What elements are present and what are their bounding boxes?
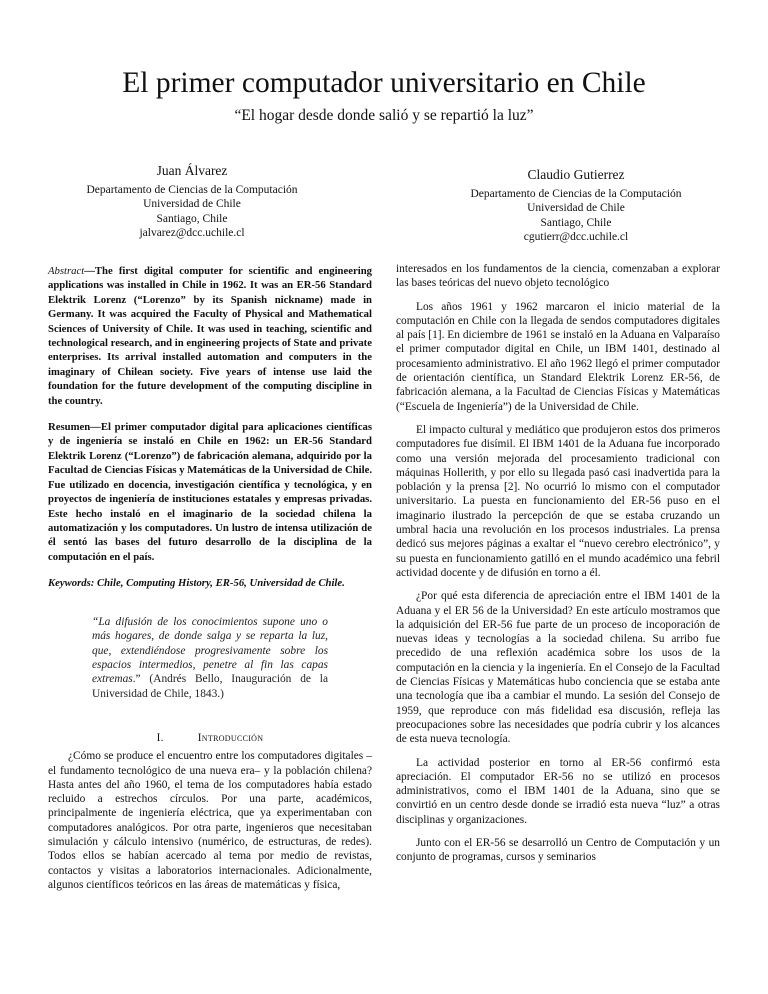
- author-department: Departamento de Ciencias de la Computación: [470, 188, 682, 200]
- body-paragraph: ¿Cómo se produce el encuentro entre los computadores digitales –el fundamento tecnológico de una nueva era– y la población chilena? Hasta antes del año 1960, el tema de los computadores había estado recluido a estrechos círculos. Por una parte, académicos, principalmente de ingeniería eléctrica, que ya experimentaban con computadores analógicos. Por otra parte, ingenieros que necesitaban simulación y cálculo intensivo (numérico, de estructuras, de redes). Todos ellos se habían acercado al tema por medio de revistas, contactos y visitas a laboratorios internacionales. Adicionalmente, algunos científicos teóricos en las áreas de matemáticas y física,: [48, 750, 372, 891]
- author-department: Departamento de Ciencias de la Computación: [86, 184, 298, 196]
- right-column: [396, 262, 720, 874]
- keywords: Keywords: Chile, Computing History, ER-56, Universidad de Chile.: [48, 577, 345, 590]
- left-column: [48, 264, 372, 901]
- section-heading: [48, 731, 372, 745]
- author-location: Santiago, Chile: [156, 212, 228, 225]
- abstract-dash: —: [84, 265, 95, 277]
- body-paragraph: interesados en los fundamentos de la ciencia, comenzaban a explorar las bases teóricas del nuevo objeto tecnológico: [396, 263, 720, 290]
- author-name: Claudio Gutierrez: [527, 167, 625, 182]
- author-block-1: [0, 162, 384, 240]
- body-paragraph: ¿Por qué esta diferencia de apreciación entre el IBM 1401 de la Aduana y el ER 56 de la Universidad? En este artículo mostramos que la adquisición del ER-56 fue parte de un proceso de incoporación de nuevas ideas y tecnologías a la sociedad chilena. Su arribo fue precedido de una reflexión académica sobre los usos de la computación en la ciencia y la ingeniería. En el Consejo de la Facultad de Ciencias Físicas y Matemáticas hubo conciencia que se estaba ante una tecnología que iba a cambiar el mundo. La sesión del Consejo de 1959, que reproduce con más fidelidad esa discusión, refleja las preocupaciones sobre las necesidades que podría cubrir y los alcances de esta nueva tecnología.: [396, 590, 720, 746]
- author-name: Juan Álvarez: [156, 163, 228, 178]
- section-title: Introducción: [197, 731, 264, 744]
- body-paragraph: La actividad posterior en torno al ER-56 confirmó esta apreciación. El computador ER-56 no se utilizó en procesos administrativos, como el IBM 1401 de la Aduana, sino que se convirtió en un centro desde donde se irradió esta nueva “luz” a otras disciplinas y organizaciones.: [396, 756, 720, 826]
- abstract-text: The first digital computer for scientific and engineering applications was installed in Chile in 1962. It was an ER-56 Standard Elektrik Lorenz (“Lorenzo” by its Spanish nickname) made in Germany. It was acquired the Faculty of Physical and Mathematical Sciences of University of Chile. It was used in teaching, scientific and technological research, and in engineering projects of State and private enterprises. Its arrival installed automation and computers in the imaginary of Chilean society. Five years of intense use laid the foundation for the future development of the computing discipline in the country.: [48, 265, 372, 407]
- body-paragraph: Junto con el ER-56 se desarrolló un Centro de Computación y un conjunto de programas, cursos y seminarios: [396, 836, 720, 864]
- author-email: cgutierr@dcc.uchile.cl: [523, 230, 629, 243]
- author-university: Universidad de Chile: [143, 198, 241, 211]
- author-location: Santiago, Chile: [540, 216, 612, 229]
- body-paragraph: Los años 1961 y 1962 marcaron el inicio material de la computación en Chile con la llegada de sendos computadores digitales al país [1]. En diciembre de 1961 se instaló en la Aduana en Valparaíso el primer computador digital en Chile, un IBM 1401, destinado al procesamiento administrativo. El año 1962 llegó el primer computador de orientación científica, un Standard Elektrik Lorenz ER-56, de fabricación alemana, a la Facultad de Ciencias Físicas y Matemáticas (“Escuela de Ingeniería”) de la Universidad de Chile.: [396, 300, 720, 413]
- epigraph: [92, 615, 328, 701]
- abstract-label: Abstract: [48, 265, 85, 277]
- body-paragraph: El impacto cultural y mediático que produjeron estos dos primeros computadores fue disímil. El IBM 1401 de la Aduana fue incorporado como una versión mejorada del procesamiento tradicional con máquinas Hollerith, y por ello su llegada pasó casi inadvertida para la población y la prensa [2]. No ocurrió lo mismo con el computador universitario. La puesta en funcionamiento del ER-56 puso en el imaginario ilustrado la percepción de que se estaba cruzando un umbral hacia una revolución en los procesos industriales. La prensa dedicó sus mejores páginas a exaltar el “nuevo cerebro electrónico”, y su puesta en funcionamiento gatilló en el mundo académico una febril actividad docente y de difusión en torno a él.: [396, 423, 720, 579]
- epigraph-quote: “La difusión de los conocimientos supone uno o más hogares, de donde salga y se reparta la luz, que, extendiéndose progresivamente sobre los espacios intermedios, penetre al fin las capas extremas: [92, 616, 328, 686]
- abstract-es: Resumen—El primer computador digital para aplicaciones científicas y de ingeniería se instaló en Chile en 1962: un ER-56 Standard Elektrik Lorenz (“Lorenzo”) de fabricación alemana, adquirido por la Facultad de Ciencias Físicas y Matemáticas de la Universidad de Chile. Fue utilizado en docencia, investigación científica y tecnológica, y en proyectos de ingeniería de instituciones estatales y empresas privadas. Este hecho instaló en el imaginario de la sociedad chilena la automatización y los computadores. Un lustro de intensa utilización de él sentó las bases del futuro desarrollo de la disciplina de la computación en el país.: [48, 421, 372, 563]
- author-email: jalvarez@dcc.uchile.cl: [139, 226, 245, 239]
- author-block-2: [384, 166, 768, 244]
- epigraph-attribution: .” (Andrés Bello, Inauguración de la Universidad de Chile, 1843.): [92, 673, 328, 700]
- author-university: Universidad de Chile: [527, 202, 625, 215]
- abstract-en: [48, 264, 372, 408]
- paper-subtitle: “El hogar desde donde salió y se repartió la luz”: [234, 107, 534, 124]
- paper-title: El primer computador universitario en Chile: [122, 67, 646, 99]
- section-number: I.: [156, 731, 164, 744]
